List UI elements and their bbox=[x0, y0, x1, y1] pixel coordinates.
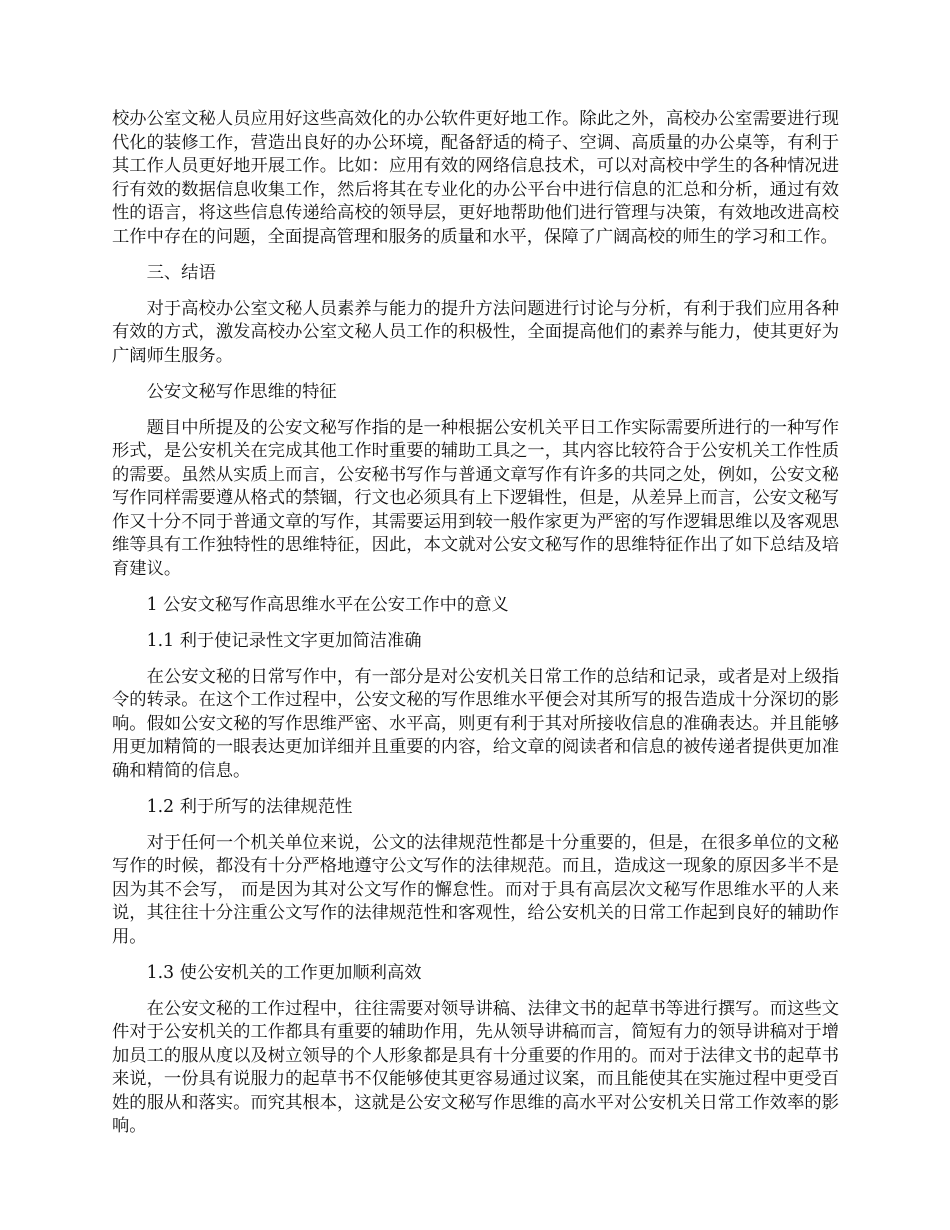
paragraph: 对于任何一个机关单位来说，公文的法律规范性都是十分重要的，但是，在很多单位的文秘写作的时候，都没有十分严格地遵守公文写作的法律规范。而且，造成这一现象的原因多半不是因为其不会写， 而是因为其对公文写作的懈怠性。而对于具有高层次文秘写作思维水平的人来说，其往往十分注重公文写作的法律规范性和客观性，给公安机关的日常工作起到良好的辅助作用。 bbox=[112, 832, 839, 947]
subsection-heading-1-3: 1.3 使公安机关的工作更加顺利高效 bbox=[146, 962, 422, 983]
paragraph: 在公安文秘的工作过程中，往往需要对领导讲稿、法律文书的起草书等进行撰写。而这些文件对于公安机关的工作都具有重要的辅助作用，先从领导讲稿而言，简短有力的领导讲稿对于增加员工的服从度以及树立领导的个人形象都是具有十分重要的作用的。而对于法律文书的起草书来说，一份具有说服力的起草书不仅能够使其更容易通过议案，而且能使其在实施过程中更受百姓的服从和落实。而究其根本，这就是公安文秘写作思维的高水平对公安机关日常工作效率的影响。 bbox=[112, 998, 839, 1136]
subsection-heading-1-2: 1.2 利于所写的法律规范性 bbox=[146, 796, 353, 817]
section-heading-1: 1 公安文秘写作高思维水平在公安工作中的意义 bbox=[146, 594, 509, 615]
document-page bbox=[112, 108, 839, 1151]
paragraph: 对于高校办公室文秘人员素养与能力的提升方法问题进行讨论与分析，有利于我们应用各种有效的方式，激发高校办公室文秘人员工作的积极性，全面提高他们的素养与能力，使其更好为广阔师生服务。 bbox=[112, 298, 839, 366]
paragraph: 在公安文秘的日常写作中，有一部分是对公安机关日常工作的总结和记录，或者是对上级指令的转录。在这个工作过程中，公安文秘的写作思维水平便会对其所写的报告造成十分深切的影响。假如公安文秘的写作思维严密、水平高，则更有利于其对所接收信息的准确表达。并且能够用更加精简的一眼表达更加详细并且重要的内容，给文章的阅读者和信息的被传递者提供更加准确和精简的信息。 bbox=[112, 666, 839, 781]
paragraph-continued: 校办公室文秘人员应用好这些高效化的办公软件更好地工作。除此之外，高校办公室需要进行现代化的装修工作，营造出良好的办公环境，配备舒适的椅子、空调、高质量的办公桌等，有利于其工作人员更好地开展工作。比如：应用有效的网络信息技术，可以对高校中学生的各种情况进行有效的数据信息收集工作，然后将其在专业化的办公平台中进行信息的汇总和分析，通过有效性的语言，将这些信息传递给高校的领导层，更好地帮助他们进行管理与决策，有效地改进高校工作中存在的问题，全面提高管理和服务的质量和水平，保障了广阔高校的师生的学习和工作。 bbox=[112, 109, 839, 247]
subsection-heading-1-1: 1.1 利于使记录性文字更加简洁准确 bbox=[146, 630, 422, 651]
paragraph: 题目中所提及的公安文秘写作指的是一种根据公安机关平日工作实际需要所进行的一种写作形式，是公安机关在完成其他工作时重要的辅助工具之一，其内容比较符合于公安机关工作性质的需要。虽然从实质上而言，公安秘书写作与普通文章写作有许多的共同之处，例如，公安文秘写作同样需要遵从格式的禁锢，行文也必须具有上下逻辑性，但是，从差异上而言，公安文秘写作又十分不同于普通文章的写作，其需要运用到较一般作家更为严密的写作逻辑思维以及客观思维等具有工作独特性的思维特征，因此，本文就对公安文秘写作的思维特征作出了如下总结及培育建议。 bbox=[112, 417, 839, 579]
article-title: 公安文秘写作思维的特征 bbox=[146, 381, 337, 402]
section-heading-conclusion: 三、结语 bbox=[146, 262, 216, 283]
